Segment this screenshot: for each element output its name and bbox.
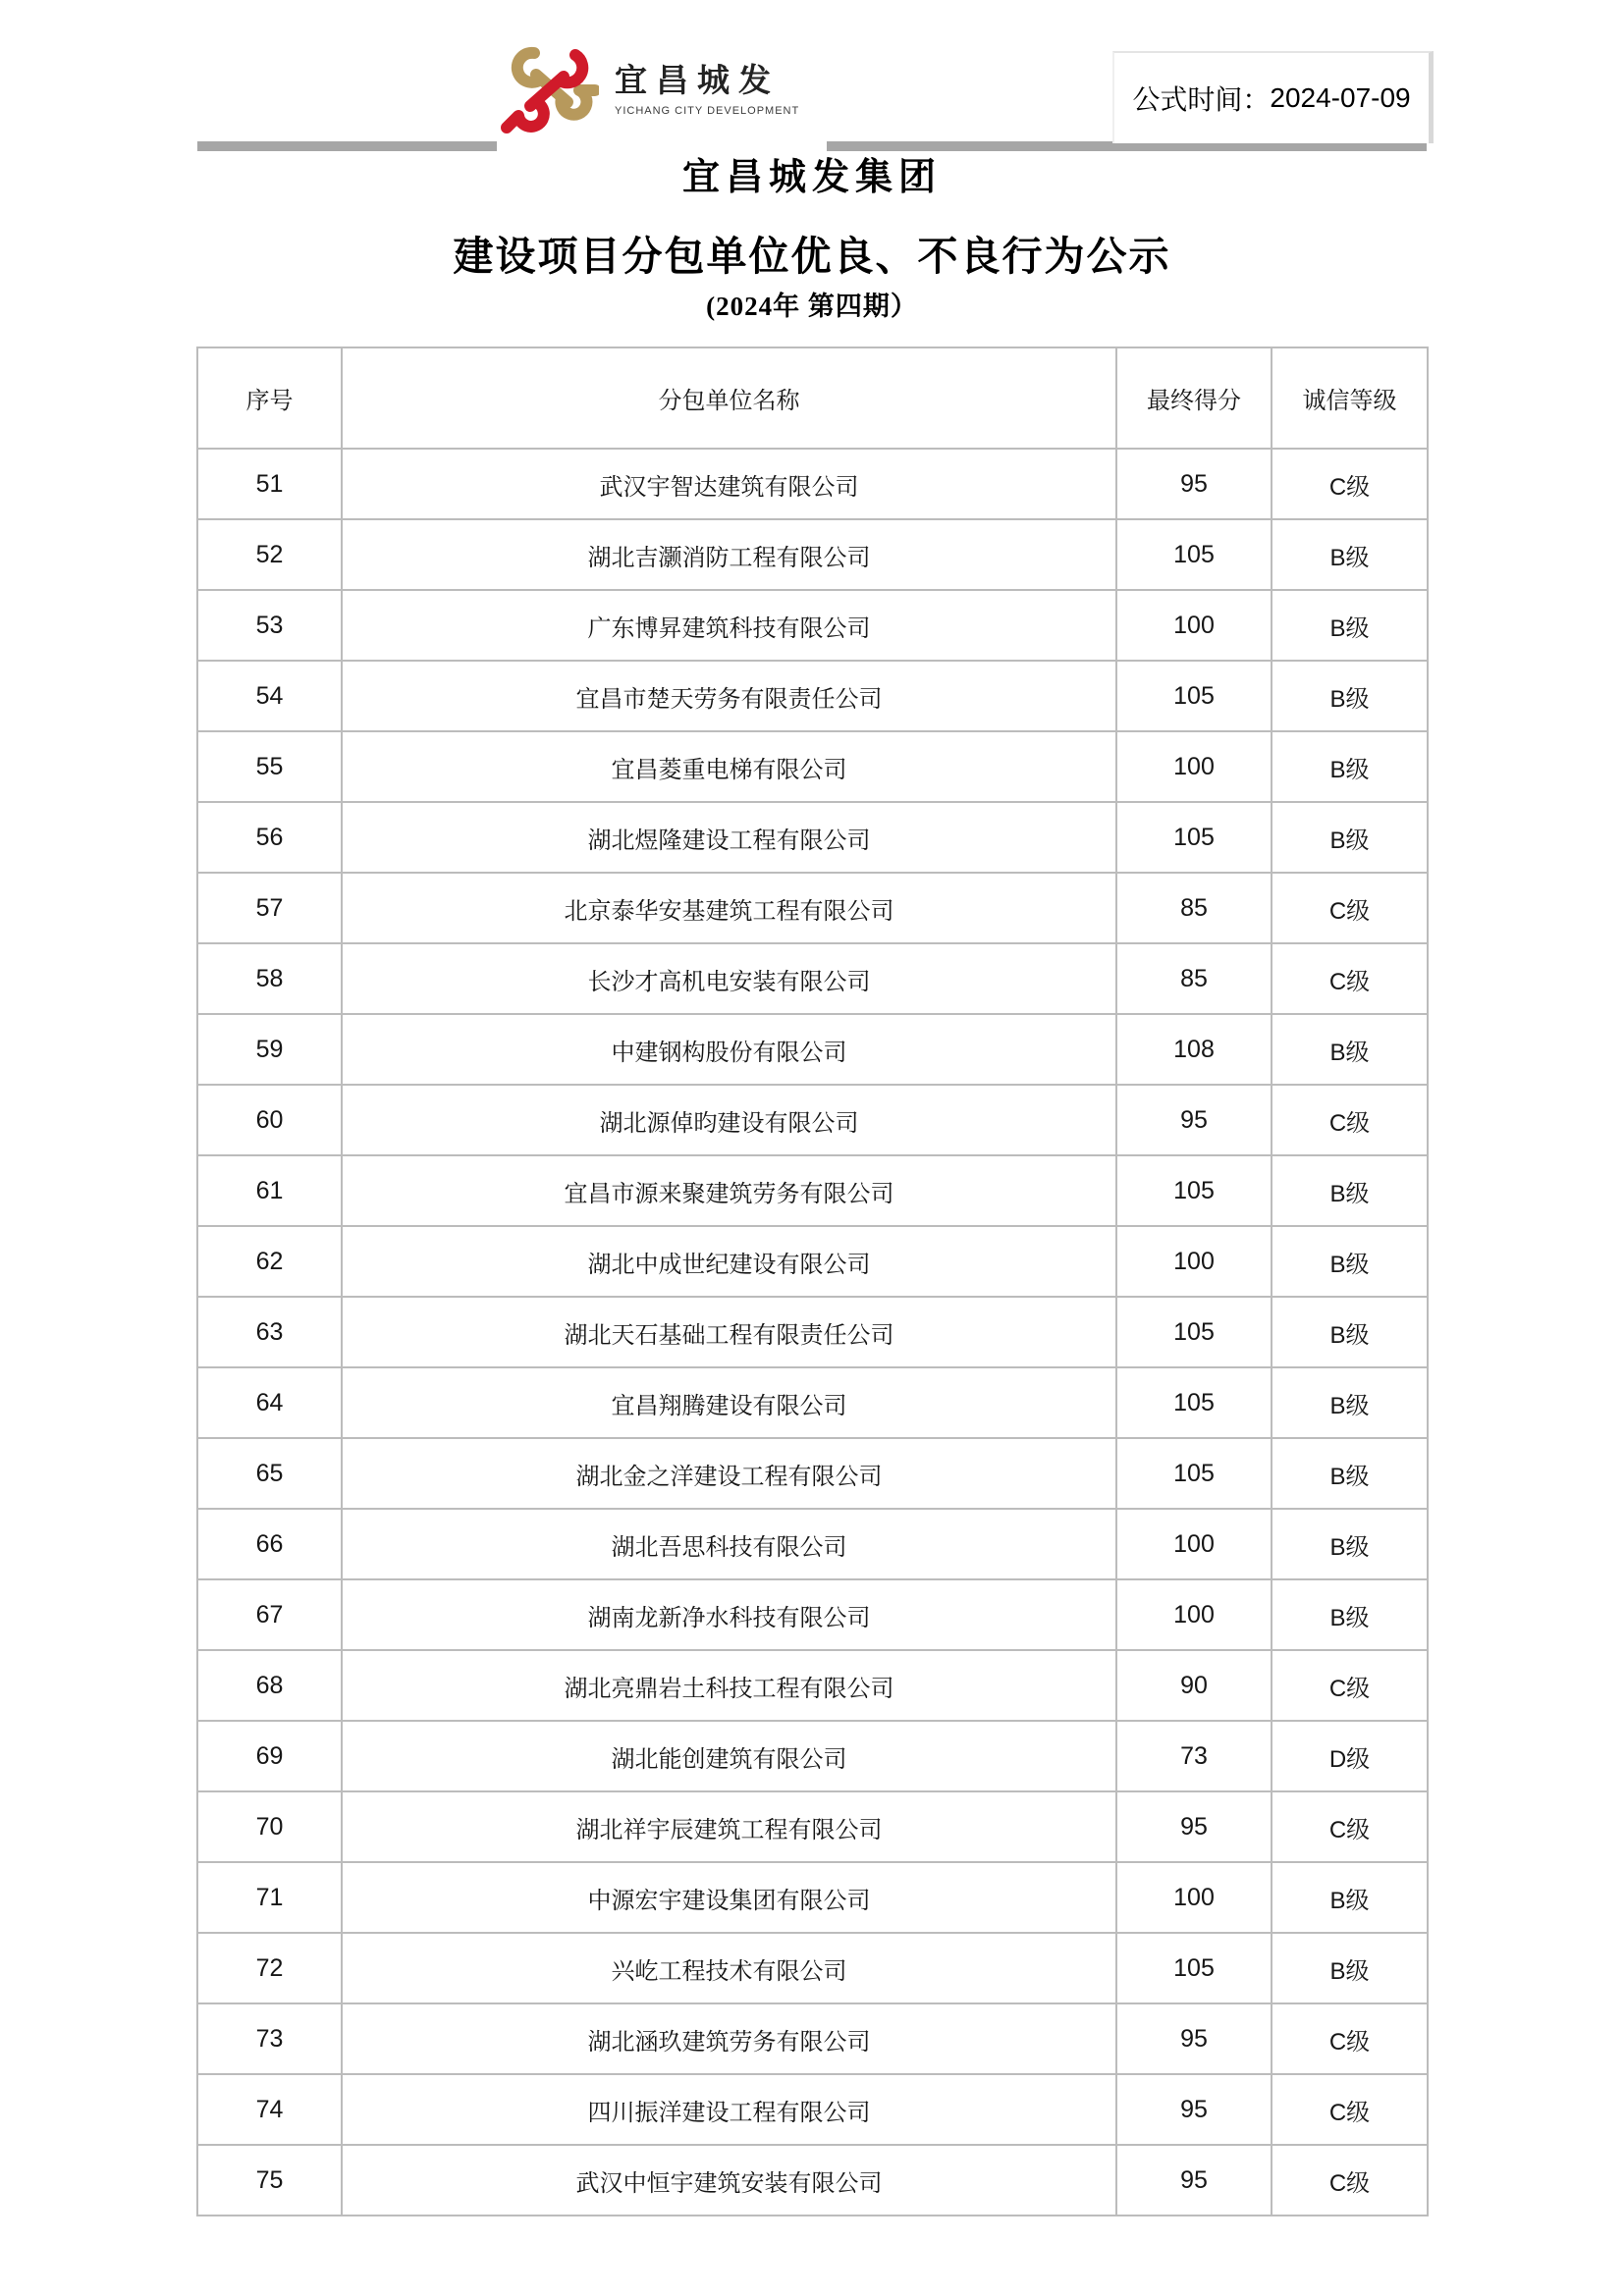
table-row [197, 661, 1428, 731]
company-name: 湖北天石基础工程有限责任公司 [342, 1297, 1116, 1367]
final-score: 105 [1116, 1933, 1272, 2003]
row-number: 51 [197, 449, 342, 519]
final-score: 100 [1116, 1509, 1272, 1579]
final-score: 100 [1116, 1226, 1272, 1297]
credit-grade: B级 [1272, 1438, 1428, 1509]
credit-grade: B级 [1272, 1014, 1428, 1085]
table-row [197, 1509, 1428, 1579]
row-number: 59 [197, 1014, 342, 1085]
final-score: 95 [1116, 1791, 1272, 1862]
company-name: 湖北能创建筑有限公司 [342, 1721, 1116, 1791]
credit-grade: B级 [1272, 1226, 1428, 1297]
company-name: 湖北祥宇辰建筑工程有限公司 [342, 1791, 1116, 1862]
table-row [197, 1862, 1428, 1933]
credit-grade: B级 [1272, 1367, 1428, 1438]
row-number: 52 [197, 519, 342, 590]
company-name: 湖北吉灏消防工程有限公司 [342, 519, 1116, 590]
credit-grade: B级 [1272, 1509, 1428, 1579]
subcontractor-score-table [196, 347, 1429, 2216]
column-header-grade: 诚信等级 [1272, 347, 1428, 449]
table-row [197, 590, 1428, 661]
company-name: 湖南龙新净水科技有限公司 [342, 1579, 1116, 1650]
table-row [197, 2003, 1428, 2074]
final-score: 105 [1116, 519, 1272, 590]
row-number: 68 [197, 1650, 342, 1721]
company-logo [497, 24, 827, 157]
company-name: 湖北中成世纪建设有限公司 [342, 1226, 1116, 1297]
table-row [197, 943, 1428, 1014]
table-row [197, 1367, 1428, 1438]
row-number: 64 [197, 1367, 342, 1438]
column-header-score: 最终得分 [1116, 347, 1272, 449]
final-score: 100 [1116, 1862, 1272, 1933]
table-row [197, 873, 1428, 943]
row-number: 58 [197, 943, 342, 1014]
table-row [197, 1226, 1428, 1297]
logo-chinese-name: 宜昌城发 [615, 64, 780, 100]
company-name: 四川振洋建设工程有限公司 [342, 2074, 1116, 2145]
final-score: 73 [1116, 1721, 1272, 1791]
credit-grade: C级 [1272, 2145, 1428, 2216]
row-number: 55 [197, 731, 342, 802]
table-header-row [197, 347, 1428, 449]
company-name: 湖北煜隆建设工程有限公司 [342, 802, 1116, 873]
credit-grade: B级 [1272, 1862, 1428, 1933]
company-name: 宜昌翔腾建设有限公司 [342, 1367, 1116, 1438]
row-number: 67 [197, 1579, 342, 1650]
row-number: 54 [197, 661, 342, 731]
company-name: 湖北源倬昀建设有限公司 [342, 1085, 1116, 1155]
final-score: 95 [1116, 2003, 1272, 2074]
final-score: 95 [1116, 2145, 1272, 2216]
row-number: 56 [197, 802, 342, 873]
credit-grade: C级 [1272, 2003, 1428, 2074]
final-score: 108 [1116, 1014, 1272, 1085]
credit-grade: D级 [1272, 1721, 1428, 1791]
table-row [197, 2074, 1428, 2145]
company-name: 武汉中恒宇建筑安装有限公司 [342, 2145, 1116, 2216]
credit-grade: C级 [1272, 1650, 1428, 1721]
logo-text [615, 64, 799, 116]
credit-grade: C级 [1272, 1791, 1428, 1862]
column-header-index: 序号 [197, 347, 342, 449]
row-number: 60 [197, 1085, 342, 1155]
page-title-organization: 宜昌城发集团 [681, 157, 942, 198]
final-score: 105 [1116, 661, 1272, 731]
final-score: 95 [1116, 449, 1272, 519]
final-score: 105 [1116, 1297, 1272, 1367]
row-number: 66 [197, 1509, 342, 1579]
credit-grade: B级 [1272, 519, 1428, 590]
company-name: 宜昌市楚天劳务有限责任公司 [342, 661, 1116, 731]
publish-time-box [1112, 51, 1434, 143]
credit-grade: B级 [1272, 1155, 1428, 1226]
row-number: 72 [197, 1933, 342, 2003]
company-name: 北京泰华安基建筑工程有限公司 [342, 873, 1116, 943]
final-score: 90 [1116, 1650, 1272, 1721]
table-row [197, 802, 1428, 873]
table-row [197, 1650, 1428, 1721]
company-name: 长沙才高机电安装有限公司 [342, 943, 1116, 1014]
table-row [197, 1014, 1428, 1085]
row-number: 74 [197, 2074, 342, 2145]
final-score: 105 [1116, 1438, 1272, 1509]
row-number: 62 [197, 1226, 342, 1297]
table-row [197, 1085, 1428, 1155]
final-score: 85 [1116, 873, 1272, 943]
final-score: 85 [1116, 943, 1272, 1014]
table-row [197, 1579, 1428, 1650]
row-number: 69 [197, 1721, 342, 1791]
credit-grade: B级 [1272, 661, 1428, 731]
row-number: 70 [197, 1791, 342, 1862]
company-name: 湖北金之洋建设工程有限公司 [342, 1438, 1116, 1509]
page-title-main: 建设项目分包单位优良、不良行为公示 [453, 234, 1171, 279]
credit-grade: C级 [1272, 873, 1428, 943]
row-number: 73 [197, 2003, 342, 2074]
credit-grade: C级 [1272, 1085, 1428, 1155]
company-name: 广东博昇建筑科技有限公司 [342, 590, 1116, 661]
table-row [197, 1791, 1428, 1862]
final-score: 105 [1116, 802, 1272, 873]
credit-grade: C级 [1272, 943, 1428, 1014]
publish-time-label: 公式时间： [1132, 84, 1271, 115]
company-name: 湖北吾思科技有限公司 [342, 1509, 1116, 1579]
company-name: 宜昌市源来聚建筑劳务有限公司 [342, 1155, 1116, 1226]
credit-grade: B级 [1272, 1933, 1428, 2003]
credit-grade: B级 [1272, 590, 1428, 661]
table-row [197, 1297, 1428, 1367]
company-name: 中源宏宇建设集团有限公司 [342, 1862, 1116, 1933]
company-name: 湖北亮鼎岩土科技工程有限公司 [342, 1650, 1116, 1721]
table-row [197, 1933, 1428, 2003]
credit-grade: C级 [1272, 2074, 1428, 2145]
publish-time-value: 2024-07-09 [1270, 82, 1411, 113]
table-row [197, 519, 1428, 590]
row-number: 61 [197, 1155, 342, 1226]
row-number: 57 [197, 873, 342, 943]
table-row [197, 449, 1428, 519]
table-row [197, 2145, 1428, 2216]
final-score: 100 [1116, 590, 1272, 661]
row-number: 63 [197, 1297, 342, 1367]
table-row [197, 731, 1428, 802]
company-name: 中建钢构股份有限公司 [342, 1014, 1116, 1085]
company-name: 宜昌菱重电梯有限公司 [342, 731, 1116, 802]
table-row [197, 1155, 1428, 1226]
final-score: 95 [1116, 1085, 1272, 1155]
final-score: 100 [1116, 731, 1272, 802]
row-number: 53 [197, 590, 342, 661]
credit-grade: C级 [1272, 449, 1428, 519]
row-number: 71 [197, 1862, 342, 1933]
company-name: 武汉宇智达建筑有限公司 [342, 449, 1116, 519]
company-name: 兴屹工程技术有限公司 [342, 1933, 1116, 2003]
logo-knot-icon [497, 43, 599, 137]
credit-grade: B级 [1272, 802, 1428, 873]
credit-grade: B级 [1272, 1297, 1428, 1367]
row-number: 75 [197, 2145, 342, 2216]
final-score: 105 [1116, 1155, 1272, 1226]
final-score: 105 [1116, 1367, 1272, 1438]
page-title-issue: (2024年 第四期） [706, 292, 918, 321]
final-score: 95 [1116, 2074, 1272, 2145]
logo-english-name: YICHANG CITY DEVELOPMENT [615, 104, 800, 117]
table-row [197, 1438, 1428, 1509]
company-name: 湖北涵玖建筑劳务有限公司 [342, 2003, 1116, 2074]
table-row [197, 1721, 1428, 1791]
column-header-company: 分包单位名称 [342, 347, 1116, 449]
credit-grade: B级 [1272, 731, 1428, 802]
credit-grade: B级 [1272, 1579, 1428, 1650]
row-number: 65 [197, 1438, 342, 1509]
final-score: 100 [1116, 1579, 1272, 1650]
